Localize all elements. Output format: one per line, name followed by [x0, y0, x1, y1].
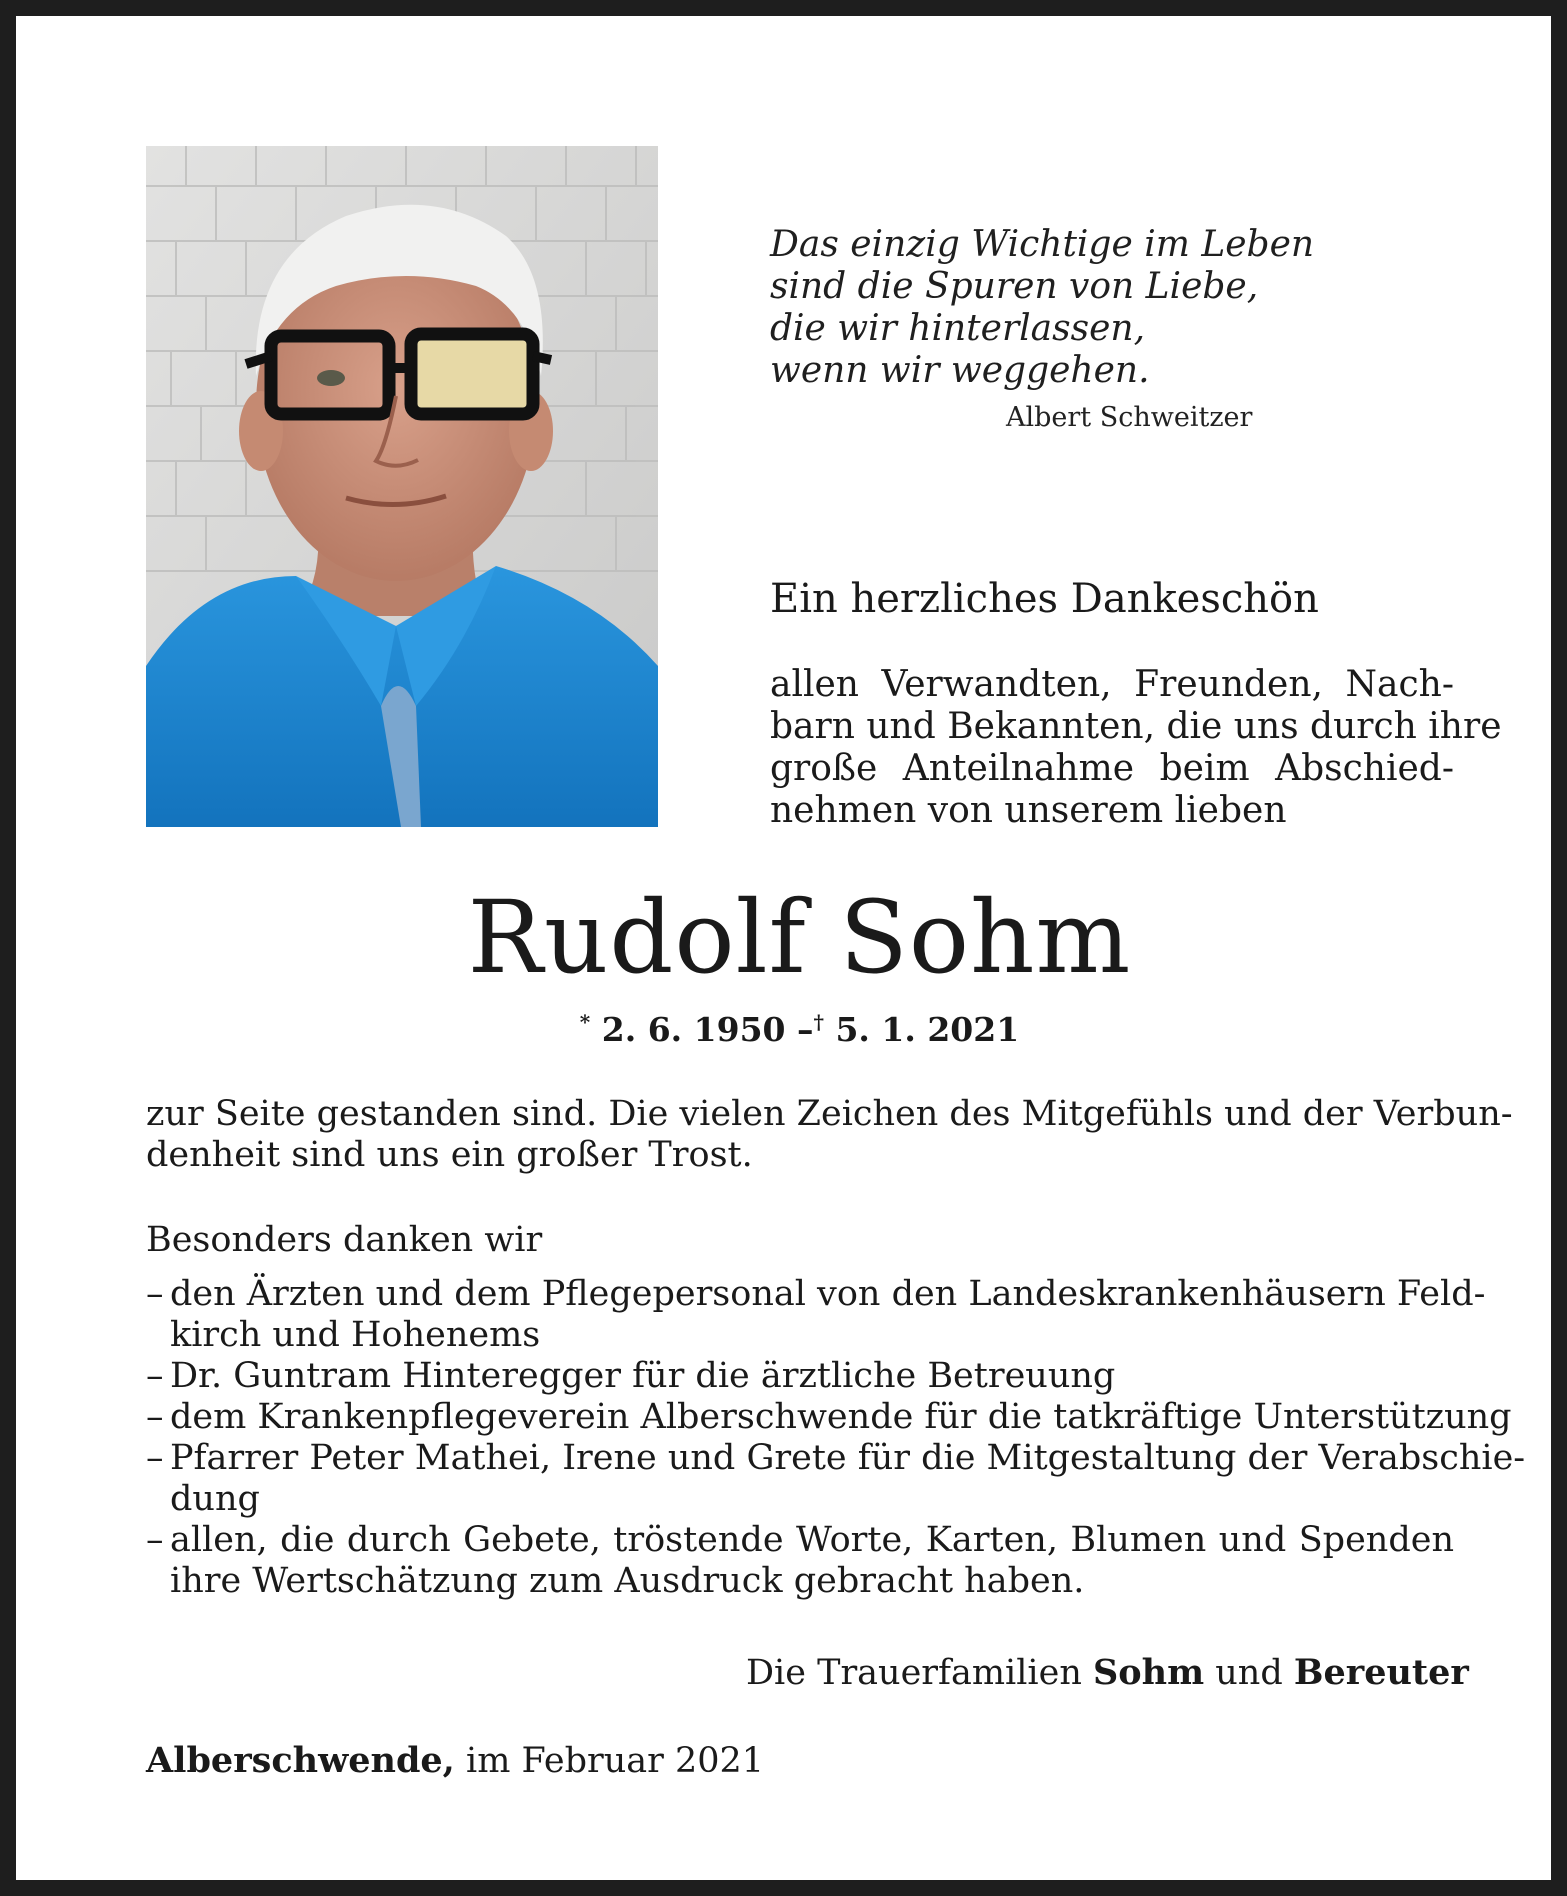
place-town: Alberschwende, — [146, 1740, 455, 1781]
list-dash: – — [146, 1274, 164, 1314]
list-item-line: dung — [170, 1479, 260, 1519]
signature — [746, 1652, 1469, 1693]
list-item — [146, 1520, 1454, 1602]
list-dash: – — [146, 1397, 164, 1437]
signature-prefix: Die Trauerfamilien — [746, 1653, 1082, 1693]
quote-line: Das einzig Wichtige im Leben — [770, 224, 1315, 265]
list-heading: Besonders danken wir — [146, 1220, 543, 1260]
thanks-heading: Ein herzliches Dankeschön — [770, 576, 1319, 622]
place-date — [146, 1740, 764, 1781]
thanks-list — [146, 1274, 1526, 1602]
death-date: 5. 1. 2021 — [835, 1010, 1020, 1049]
list-item-line: ihre Wertschätzung zum Ausdruck gebracht haben. — [170, 1561, 1085, 1601]
body-line: denheit sind uns ein großer Trost. — [146, 1135, 753, 1175]
quote-line: wenn wir weggehen. — [770, 350, 1150, 391]
life-dates — [16, 1010, 1567, 1049]
intro-paragraph — [770, 664, 1502, 832]
quote-author: Albert Schweitzer — [1006, 402, 1253, 433]
signature-connector: und — [1215, 1653, 1283, 1693]
intro-line: allen Verwandten, Freunden, Nach- — [770, 664, 1454, 705]
list-item-line: dem Krankenpflegeverein Alberschwende für die tatkräftige Unterstützung — [170, 1397, 1512, 1437]
death-mark: † — [813, 1010, 824, 1034]
intro-line: barn und Bekannten, die uns durch ihre — [770, 706, 1502, 747]
intro-line: große Anteilnahme beim Abschied- — [770, 748, 1454, 789]
quote — [770, 224, 1330, 392]
body-paragraph — [146, 1094, 1513, 1176]
list-item-line: Pfarrer Peter Mathei, Irene und Grete für die Mitgestaltung der Verabschie- — [170, 1438, 1526, 1478]
list-dash: – — [146, 1520, 164, 1560]
quote-line: sind die Spuren von Liebe, — [770, 266, 1259, 307]
list-item — [146, 1356, 1454, 1397]
date-separator: – — [797, 1010, 814, 1049]
list-dash: – — [146, 1438, 164, 1478]
list-item — [146, 1438, 1526, 1520]
intro-line: nehmen von unserem lieben — [770, 790, 1287, 831]
place-month: im Februar 2021 — [466, 1741, 765, 1781]
list-item-line: Dr. Guntram Hinteregger für die ärztliche Betreuung — [170, 1356, 1116, 1396]
portrait-photo — [146, 146, 658, 827]
list-item — [146, 1274, 1486, 1356]
birth-date: 2. 6. 1950 — [601, 1010, 786, 1049]
family-name-2: Bereuter — [1293, 1652, 1469, 1693]
list-item-line: kirch und Hohenems — [170, 1315, 541, 1355]
deceased-name: Rudolf Sohm — [467, 879, 1132, 996]
list-item — [146, 1397, 1512, 1438]
list-item-line: den Ärzten und dem Pflegepersonal von den Landeskrankenhäusern Feld- — [170, 1274, 1486, 1314]
body-line: zur Seite gestanden sind. Die vielen Zeichen des Mitgefühls und der Verbun- — [146, 1094, 1513, 1134]
quote-line: die wir hinterlassen, — [770, 308, 1146, 349]
list-item-line: allen, die durch Gebete, tröstende Worte, Karten, Blumen und Spenden — [170, 1520, 1454, 1560]
list-dash: – — [146, 1356, 164, 1396]
family-name-1: Sohm — [1093, 1652, 1205, 1693]
birth-mark: * — [579, 1010, 591, 1034]
